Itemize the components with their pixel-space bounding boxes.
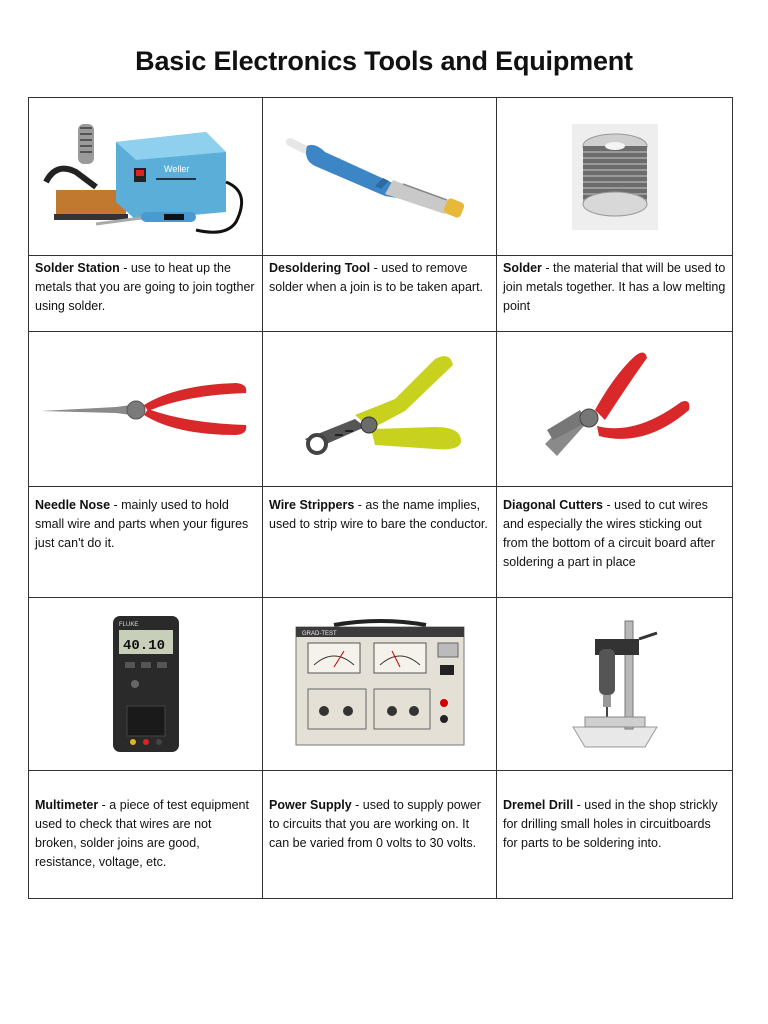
needle-nose-pliers-icon [36,369,256,449]
tool-name: Power Supply [269,798,352,812]
tool-name: Diagonal Cutters [503,498,604,512]
tool-description-cell [263,771,497,899]
tool-description: Solder Station - use to heat up the metals that you are going to join togther using solder. [35,261,255,313]
tool-description: Needle Nose - mainly used to hold small wire and parts when your figures just can't do it. [35,498,249,550]
tool-name: Dremel Drill [503,798,574,812]
tool-name: Solder [503,261,542,275]
tool-image-cell [263,598,497,771]
solder-spool-icon [570,122,660,232]
tool-description-cell [497,256,733,332]
tool-description-cell [263,487,497,598]
tool-image-cell [263,98,497,256]
page-title: Basic Electronics Tools and Equipment [135,46,633,76]
tool-name: Solder Station [35,261,120,275]
tool-description: Solder - the material that will be used to join metals together. It has a low melting point [503,261,726,313]
svg-text:Weller: Weller [163,163,189,174]
tool-image-cell [497,332,733,487]
tool-image-cell [263,332,497,487]
tool-name: Desoldering Tool [269,261,371,275]
tool-image-cell [497,598,733,771]
tool-image-cell [29,98,263,256]
tool-name: Wire Strippers [269,498,355,512]
tool-description: Desoldering Tool - used to remove solder when a join is to be taken apart. [269,261,484,294]
svg-text:GRAD-TEST: GRAD-TEST [301,631,337,637]
tool-image-cell [497,98,733,256]
tool-image-cell [29,332,263,487]
svg-text:40.10: 40.10 [122,638,165,654]
tool-description-cell [29,771,263,899]
power-supply-icon [294,619,466,749]
wire-strippers-icon [285,349,475,469]
tool-description-cell [497,771,733,899]
tool-description: Dremel Drill - used in the shop strickly for drilling small holes in circuitboards for parts to be soldering into. [503,798,718,850]
tool-description: Wire Strippers - as the name implies, used to strip wire to bare the conductor. [269,498,488,531]
tool-description: Power Supply - used to supply power to circuits that you are working on. It can be varied from 0 volts to 30 volts. [269,798,481,850]
tool-name: Needle Nose [35,498,111,512]
tool-image-cell [29,598,263,771]
tool-description-cell [263,256,497,332]
svg-text:FLUKE: FLUKE [118,622,138,628]
solder-station-icon [36,112,256,242]
tool-description-cell [497,487,733,598]
tool-description: Diagonal Cutters - used to cut wires and especially the wires sticking out from the bottom of a circuit board after soldering a part in place [503,498,715,569]
dremel-drill-icon [565,609,665,759]
tool-name: Multimeter [35,798,99,812]
diagonal-cutters-icon [535,344,695,474]
desoldering-tool-icon [275,122,485,232]
tool-description: Multimeter - a piece of test equipment used to check that wires are not broken, solder joins are good, resistance, voltage, etc. [35,798,249,869]
tool-description-cell [29,487,263,598]
tool-description-cell [29,256,263,332]
tools-table [28,97,733,899]
multimeter-icon [111,614,181,754]
